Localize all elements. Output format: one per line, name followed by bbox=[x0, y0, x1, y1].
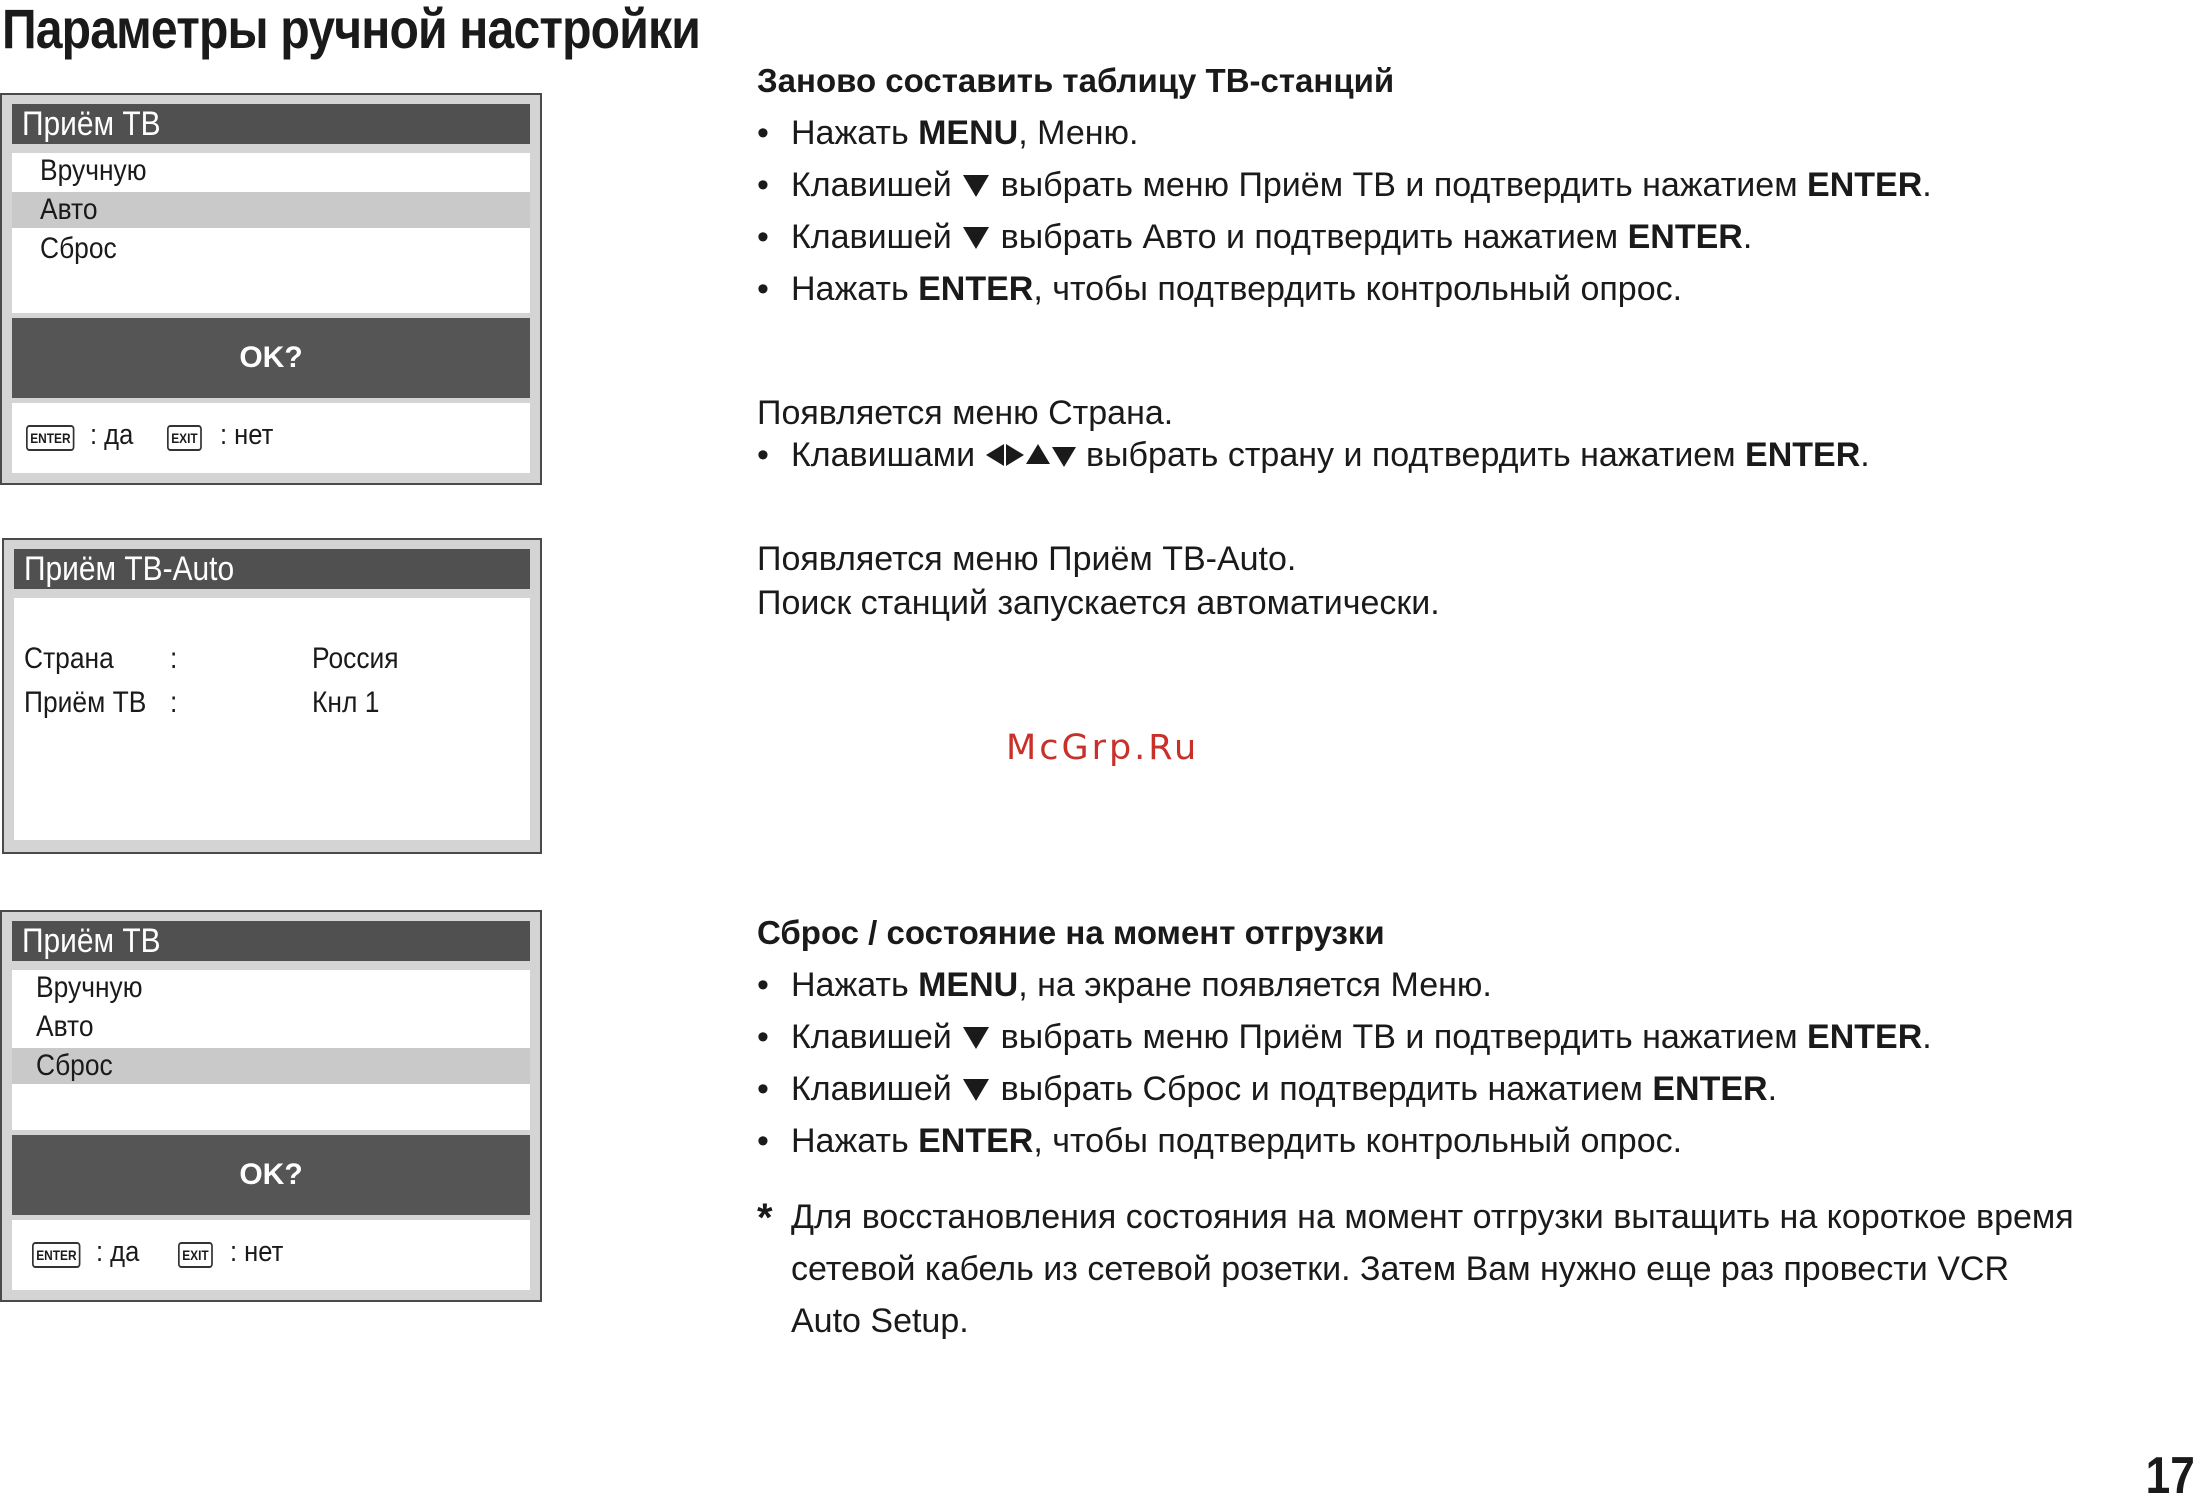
channel-value: Кнл 1 bbox=[312, 686, 380, 719]
note-line-2: сетевой кабель из сетевой розетки. Затем Вам нужно еще раз провести VCR bbox=[791, 1250, 2010, 1288]
channel-label: Приём ТВ bbox=[24, 686, 147, 719]
osd-title: Приём ТВ bbox=[12, 104, 530, 144]
section-rebuild-heading: Заново составить таблицу ТВ-станций bbox=[757, 62, 1395, 99]
country-menu-note: Появляется меню Страна. bbox=[757, 394, 1174, 432]
no-label: : нет bbox=[220, 419, 274, 451]
menu-item-manual[interactable]: Вручную bbox=[36, 971, 143, 1004]
osd-menu-list bbox=[12, 970, 530, 1130]
arrow-left-icon bbox=[986, 444, 1004, 466]
arrow-down-icon bbox=[963, 1027, 989, 1049]
osd-info bbox=[14, 598, 530, 840]
osd-tv-reception-reset-selected bbox=[0, 910, 542, 1302]
osd-footer bbox=[12, 403, 530, 473]
arrow-up-icon bbox=[1026, 444, 1050, 464]
enter-key-icon: ENTER bbox=[26, 425, 75, 451]
osd-footer bbox=[12, 1220, 530, 1290]
osd-ok-prompt: OK? bbox=[12, 318, 530, 398]
arrow-down-icon bbox=[963, 227, 989, 249]
osd-title: Приём ТВ bbox=[12, 921, 530, 961]
arrow-down-icon bbox=[963, 1079, 989, 1101]
page-number: 17 bbox=[2145, 1447, 2195, 1505]
menu-item-reset[interactable]: Сброс bbox=[12, 1048, 530, 1084]
note-line-1: Для восстановления состояния на момент отгрузки вытащить на короткое время bbox=[791, 1198, 2074, 1236]
osd-menu-list bbox=[12, 153, 530, 313]
osd-tv-reception-auto-selected bbox=[0, 93, 542, 485]
country-label: Страна bbox=[24, 642, 114, 675]
page-title: Параметры ручной настройки bbox=[2, 0, 700, 60]
no-label: : нет bbox=[230, 1236, 284, 1268]
country-value: Россия bbox=[312, 642, 399, 675]
country-sep: : bbox=[170, 642, 178, 675]
osd-tv-reception-auto-scan bbox=[2, 538, 542, 854]
menu-item-manual[interactable]: Вручную bbox=[40, 154, 147, 187]
section-reset-heading: Сброс / состояние на момент отгрузки bbox=[757, 914, 1385, 951]
channel-sep: : bbox=[170, 686, 178, 719]
osd-ok-prompt: OK? bbox=[12, 1135, 530, 1215]
exit-key-icon: EXIT bbox=[178, 1242, 213, 1268]
yes-label: : да bbox=[90, 419, 134, 451]
arrow-down-icon bbox=[963, 175, 989, 197]
arrow-right-icon bbox=[1006, 444, 1024, 466]
arrow-down-icon bbox=[1052, 447, 1076, 467]
auto-search-note: Поиск станций запускается автоматически. bbox=[757, 584, 1440, 622]
menu-item-reset[interactable]: Сброс bbox=[40, 232, 117, 265]
osd-title: Приём ТВ-Auto bbox=[14, 549, 530, 589]
menu-item-auto[interactable]: Авто bbox=[12, 192, 530, 228]
enter-key-icon: ENTER bbox=[32, 1242, 81, 1268]
watermark: McGrp.Ru bbox=[1006, 728, 1200, 768]
exit-key-icon: EXIT bbox=[167, 425, 202, 451]
auto-menu-note: Появляется меню Приём ТВ-Auto. bbox=[757, 540, 1297, 578]
yes-label: : да bbox=[96, 1236, 140, 1268]
note-asterisk: * bbox=[757, 1196, 773, 1240]
note-line-3: Auto Setup. bbox=[791, 1302, 969, 1340]
menu-item-auto[interactable]: Авто bbox=[36, 1010, 94, 1043]
